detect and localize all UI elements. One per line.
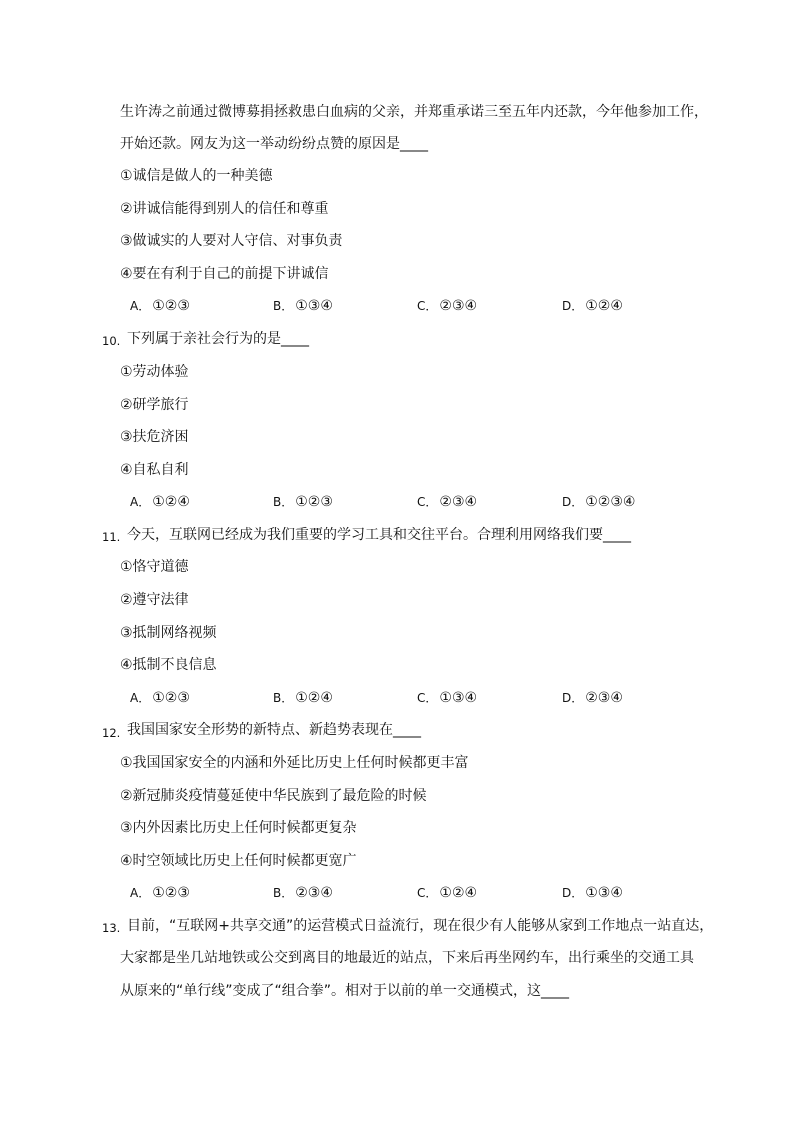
question-13-stem-line-2: 大家都是坐几站地铁或公交到离目的地最近的站点，下来后再坐网约车，出行乘坐的交通工具: [120, 950, 694, 966]
question-12-option-2: ②新冠肺炎疫情蔓延使中华民族到了最危险的时候: [120, 788, 427, 804]
question-10-option-2: ②研学旅行: [120, 397, 189, 413]
choice-value: ①②③: [152, 690, 190, 706]
question-11-choice-a[interactable]: [130, 688, 190, 708]
choice-letter: A．: [130, 299, 151, 313]
choice-letter: C．: [417, 495, 438, 509]
choice-value: ①③④: [295, 298, 333, 314]
question-12-choice-b[interactable]: [273, 883, 333, 903]
choice-letter: A．: [130, 495, 151, 509]
choice-letter: C．: [417, 886, 438, 900]
question-10-choice-c[interactable]: [417, 492, 477, 512]
choice-value: ①③④: [439, 690, 478, 706]
question-10-option-1: ①劳动体验: [120, 364, 189, 380]
choice-letter: D．: [562, 299, 584, 313]
choice-value: ①②③: [295, 494, 333, 510]
question-9-option-2: ②讲诚信能得到别人的信任和尊重: [120, 201, 329, 217]
question-10-choice-b[interactable]: [273, 492, 333, 512]
question-10-choice-d[interactable]: [562, 492, 635, 512]
choice-value: ①②④: [295, 690, 333, 706]
choice-value: ①②④: [152, 494, 190, 510]
choice-value: ②③④: [439, 298, 478, 314]
choice-letter: B．: [273, 691, 294, 705]
question-10-number: 10.: [102, 334, 121, 348]
choice-value: ①②④: [585, 298, 623, 314]
choice-letter: B．: [273, 299, 294, 313]
choice-value: ①②③: [152, 885, 190, 901]
choice-letter: C．: [417, 691, 438, 705]
question-13-stem-line-3: 从原来的“单行线”变成了“组合拳”。相对于以前的单一交通模式，这____: [120, 983, 570, 999]
question-12-stem: 我国国家安全形势的新特点、新趋势表现在____: [127, 722, 421, 738]
question-9-choice-a[interactable]: [130, 296, 190, 316]
question-9-stem-line-2: 开始还款。网友为这一举动纷纷点赞的原因是____: [120, 136, 428, 152]
question-11-number: 11.: [102, 530, 121, 544]
choice-letter: A．: [130, 691, 151, 705]
choice-letter: D．: [562, 691, 584, 705]
choice-value: ②③④: [439, 494, 478, 510]
question-13-stem-line-1: 目前，“互联网+共享交通”的运营模式日益流行，现在很少有人能够从家到工作地点一站直达，: [127, 918, 714, 934]
question-12-choice-c[interactable]: [417, 883, 477, 903]
choice-letter: B．: [273, 886, 294, 900]
question-11-option-2: ②遵守法律: [120, 592, 189, 608]
choice-letter: D．: [562, 495, 584, 509]
question-9-option-1: ①诚信是做人的一种美德: [120, 168, 273, 184]
question-11-option-3: ③抵制网络视频: [120, 625, 217, 641]
choice-value: ①③④: [585, 885, 623, 901]
question-11-choice-b[interactable]: [273, 688, 333, 708]
choice-letter: A．: [130, 886, 151, 900]
question-11-option-4: ④抵制不良信息: [120, 657, 217, 673]
question-9-stem-line-1: 生许涛之前通过微博募捐拯救患白血病的父亲，并郑重承诺三至五年内还款，今年他参加工作，: [120, 104, 708, 120]
choice-value: ①②③④: [585, 494, 636, 510]
question-10-option-3: ③扶危济困: [120, 429, 189, 445]
question-11-option-1: ①恪守道德: [120, 559, 189, 575]
question-10-option-4: ④自私自利: [120, 462, 189, 478]
question-9-choice-d[interactable]: [562, 296, 623, 316]
choice-value: ①②④: [439, 885, 478, 901]
question-9-choice-c[interactable]: [417, 296, 477, 316]
question-13-number: 13.: [102, 921, 121, 935]
question-11-choice-c[interactable]: [417, 688, 477, 708]
question-9-option-4: ④要在有利于自己的前提下讲诚信: [120, 266, 329, 282]
question-11-stem: 今天，互联网已经成为我们重要的学习工具和交往平台。合理利用网络我们要____: [127, 527, 631, 543]
question-12-option-4: ④时空领域比历史上任何时候都更宽广: [120, 853, 357, 869]
question-12-choice-d[interactable]: [562, 883, 623, 903]
question-10-stem: 下列属于亲社会行为的是____: [127, 331, 309, 347]
choice-value: ②③④: [295, 885, 333, 901]
question-12-choice-a[interactable]: [130, 883, 190, 903]
question-11-choice-d[interactable]: [562, 688, 623, 708]
question-12-option-1: ①我国国家安全的内涵和外延比历史上任何时候都更丰富: [120, 755, 469, 771]
choice-letter: D．: [562, 886, 584, 900]
question-12-option-3: ③内外因素比历史上任何时候都更复杂: [120, 820, 357, 836]
choice-value: ①②③: [152, 298, 190, 314]
question-9-choice-b[interactable]: [273, 296, 333, 316]
choice-value: ②③④: [585, 690, 623, 706]
question-10-choice-a[interactable]: [130, 492, 190, 512]
choice-letter: C．: [417, 299, 438, 313]
question-12-number: 12.: [102, 726, 121, 740]
choice-letter: B．: [273, 495, 294, 509]
question-9-option-3: ③做诚实的人要对人守信、对事负责: [120, 233, 343, 249]
